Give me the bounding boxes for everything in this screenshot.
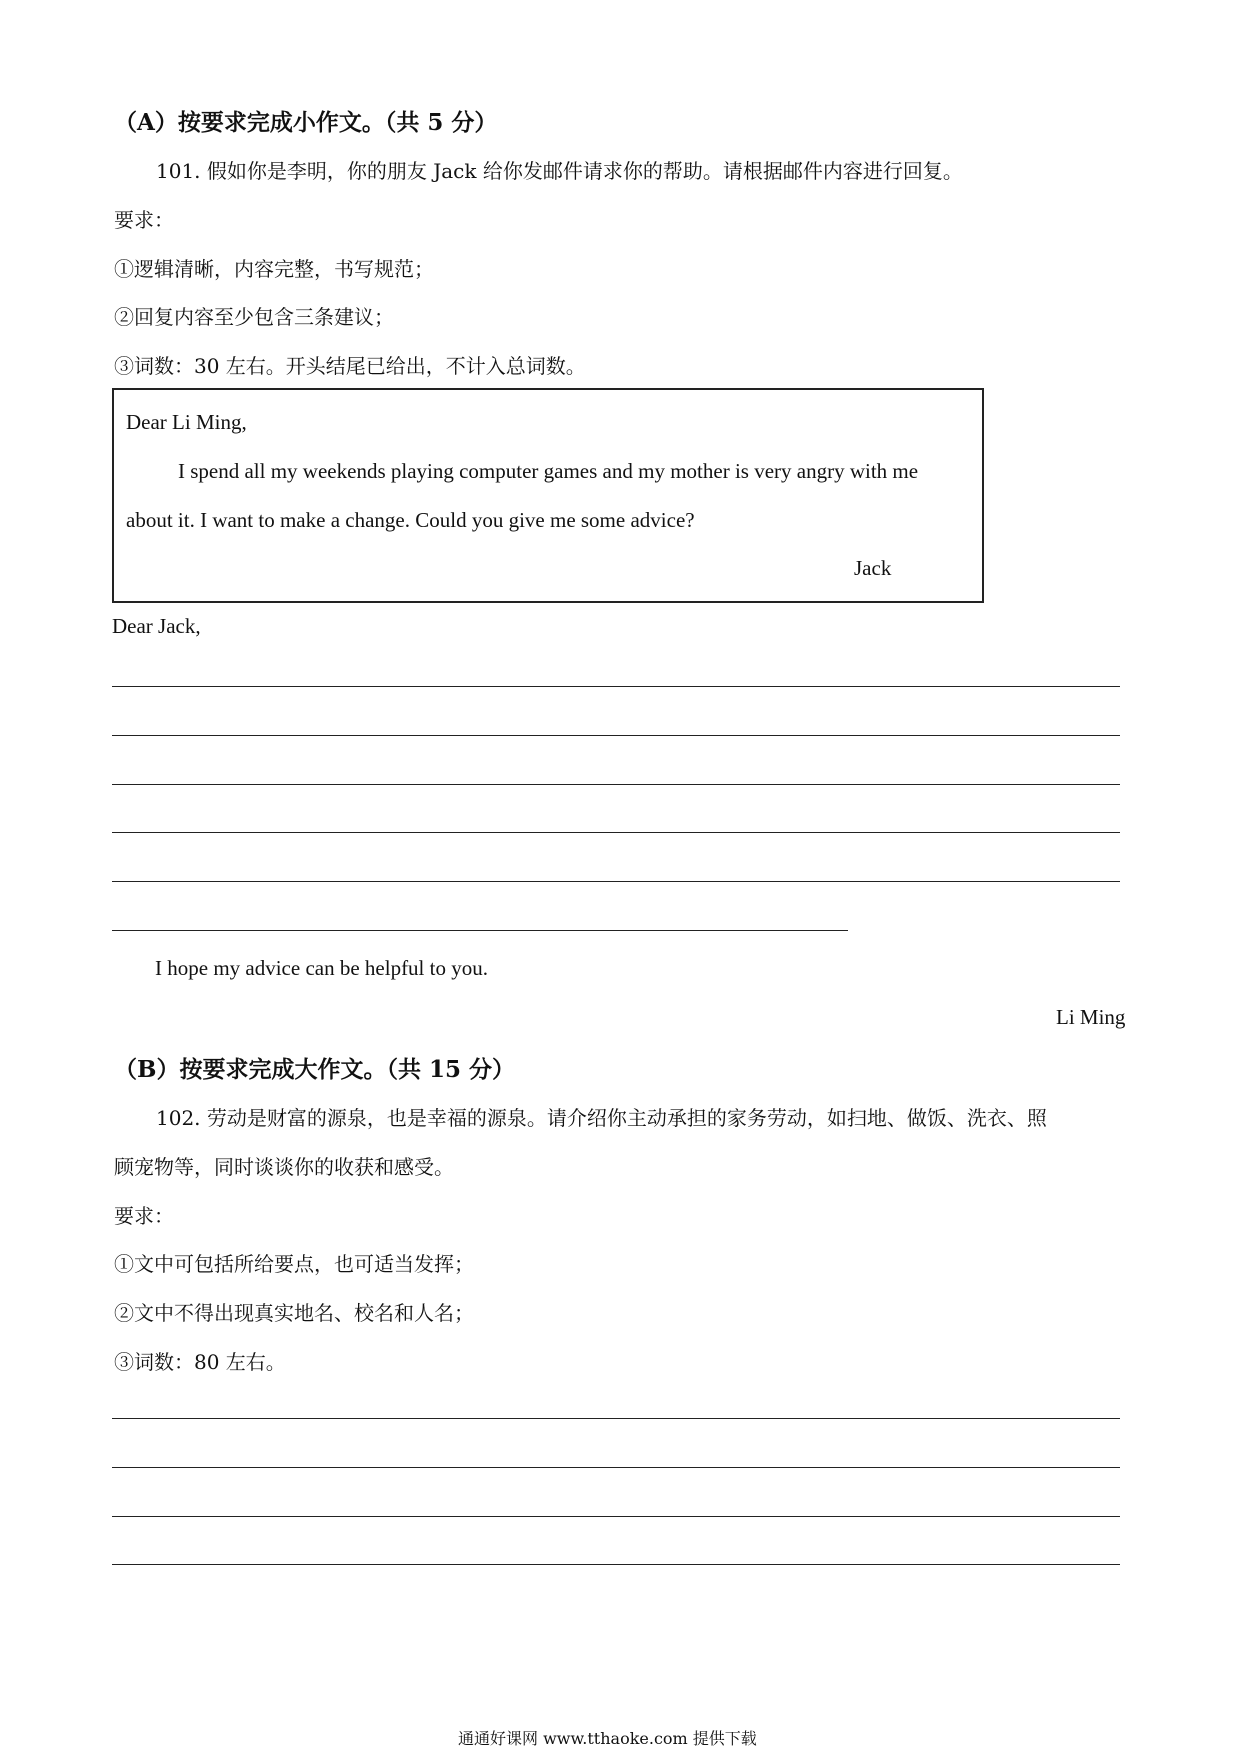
writing-line [112,1418,1120,1419]
section-a-requirements-label: 要求： [114,208,174,232]
section-a-prompt: 101. 假如你是李明，你的朋友 Jack 给你发邮件请求你的帮助。请根据邮件内容进行回复。 [156,159,963,183]
section-b-requirement-2: ②文中不得出现真实地名、校名和人名； [114,1301,474,1325]
writing-line [112,881,1120,882]
writing-line [112,1516,1120,1517]
section-b-heading: （B）按要求完成大作文。（共 15 分） [114,1056,515,1083]
section-a-heading: （A）按要求完成小作文。（共 5 分） [114,109,498,136]
writing-line [112,686,1120,687]
email-body-line-1: I spend all my weekends playing computer games and my mother is very angry with me [178,459,919,483]
writing-line [112,1564,1120,1565]
writing-line [112,832,1120,833]
reply-signature: Li Ming [1056,1005,1126,1029]
section-b-requirement-1: ①文中可包括所给要点，也可适当发挥； [114,1252,474,1276]
section-b-requirements-label: 要求： [114,1204,174,1228]
section-b-prompt-line-1: 102. 劳动是财富的源泉，也是幸福的源泉。请介绍你主动承担的家务劳动，如扫地、做饭、洗衣、照 [156,1106,1047,1130]
writing-line-short [112,930,848,931]
email-greeting: Dear Li Ming, [126,410,247,434]
reply-greeting: Dear Jack, [112,614,201,638]
email-body-line-2: about it. I want to make a change. Could you give me some advice? [126,508,695,532]
reply-closing: I hope my advice can be helpful to you. [155,956,488,980]
writing-line [112,784,1120,785]
section-a-requirement-2: ②回复内容至少包含三条建议； [114,305,394,329]
writing-line [112,1467,1120,1468]
section-b-prompt-line-2: 顾宠物等，同时谈谈你的收获和感受。 [114,1155,454,1179]
section-b-requirement-3: ③词数：80 左右。 [114,1350,286,1374]
footer-credit: 通通好课网 www.tthaoke.com 提供下载 [458,1729,757,1748]
section-a-requirement-3: ③词数：30 左右。开头结尾已给出，不计入总词数。 [114,354,586,378]
section-a-requirement-1: ①逻辑清晰，内容完整，书写规范； [114,257,434,281]
email-signature: Jack [854,556,892,580]
writing-line [112,735,1120,736]
